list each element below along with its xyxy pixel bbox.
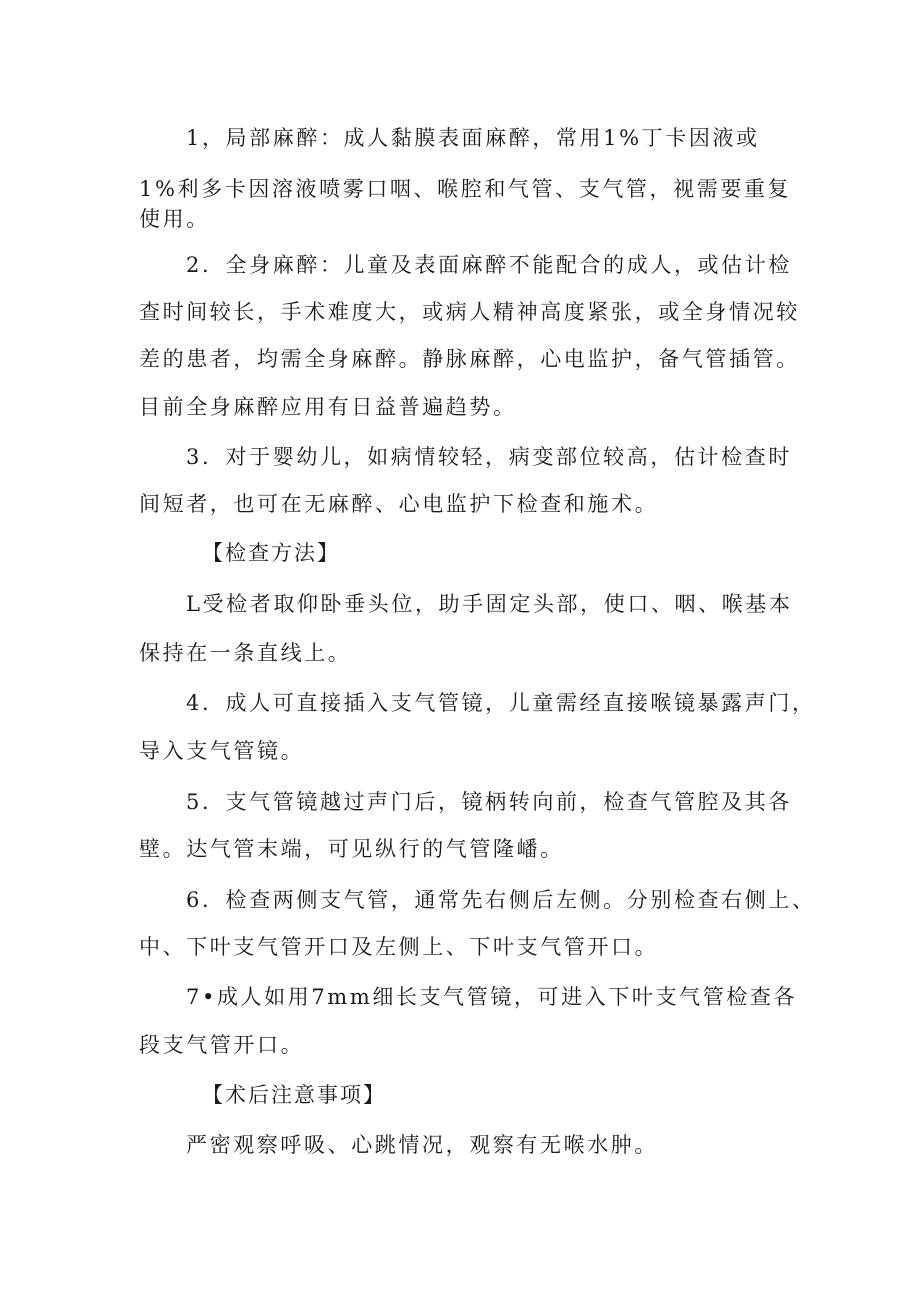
text-line: 4．成人可直接插入支气管镜，儿童需经直接喉镜暴露声门， (186, 691, 816, 715)
text-line: 查时间较长，手术难度大，或病人精神高度紧张，或全身情况较 (139, 300, 800, 324)
text-line: 段支气管开口。 (139, 1033, 305, 1057)
text-line: 导入支气管镜。 (139, 739, 305, 763)
text-line: 使用。 (139, 207, 210, 231)
text-line: 差的患者，均需全身麻醉。静脉麻醉，心电监护，备气管插管。 (139, 347, 800, 371)
text-line: L受检者取仰卧垂头位，助手固定头部，使口、咽、喉基本 (186, 592, 793, 616)
section-heading-method: 【检查方法】 (202, 541, 340, 565)
section-heading-postop: 【术后注意事项】 (202, 1083, 386, 1107)
text-line: 间短者，也可在无麻醉、心电监护下检查和施术。 (139, 492, 659, 516)
text-line: 2．全身麻醉：儿童及表面麻醉不能配合的成人，或估计检 (186, 253, 792, 277)
text-line: 5．支气管镜越过声门后，镜柄转向前，检查气管腔及其各 (186, 790, 792, 814)
text-line: 7•成人如用7mm细长支气管镜，可进入下叶支气管检查各 (186, 985, 798, 1009)
text-line: 3．对于婴幼儿，如病情较轻，病变部位较高，估计检查时 (186, 445, 792, 469)
text-line: 壁。达气管末端，可见纵行的气管隆嶓。 (139, 837, 564, 861)
text-line: 保持在一条直线上。 (139, 641, 352, 665)
text-line: 1，局部麻醉：成人黏膜表面麻醉，常用1%丁卡因液或 (186, 126, 760, 150)
text-line: 6．检查两侧支气管，通常先右侧后左侧。分别检查右侧上、 (186, 888, 816, 912)
text-line: 目前全身麻醉应用有日益普遍趋势。 (139, 395, 517, 419)
text-line: 严密观察呼吸、心跳情况，观察有无喉水肿。 (186, 1133, 658, 1157)
text-line: 1%利多卡因溶液喷雾口咽、喉腔和气管、支气管，视需要重复 (139, 177, 792, 201)
text-line: 中、下叶支气管开口及左侧上、下叶支气管开口。 (139, 935, 659, 959)
